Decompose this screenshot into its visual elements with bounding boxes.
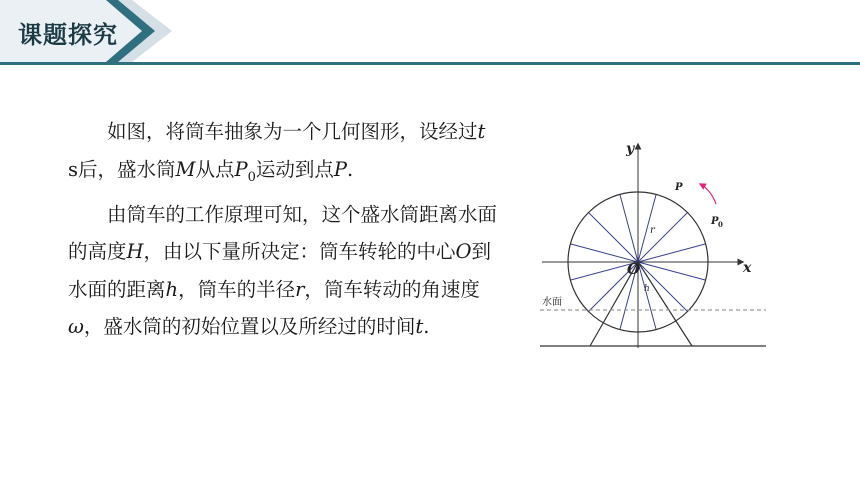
label-y: y — [626, 141, 635, 157]
var-t-2: t — [415, 315, 424, 339]
water-wheel-figure — [530, 138, 775, 353]
p1-seg-b: s后，盛水筒 — [68, 157, 176, 181]
label-x: x — [743, 260, 752, 276]
p1-seg-e: . — [347, 157, 354, 181]
var-r: r — [295, 277, 305, 301]
var-O: O — [455, 240, 472, 264]
p1-seg-d: 运动到点 — [255, 157, 334, 181]
page-title: 课题探究 — [18, 21, 118, 49]
wheel-spoke — [638, 244, 706, 262]
paragraph-2 — [68, 196, 500, 346]
paragraph-1 — [68, 113, 500, 196]
label-water-surface: 水面 — [542, 297, 562, 308]
p2-seg-f: ，盛水筒的初始位置以及所经过的时间 — [83, 315, 416, 339]
wheel-spoke — [638, 262, 656, 330]
var-P: P — [333, 157, 348, 181]
p2-seg-a: 由筒车的工作原理可知，这个盛水筒距离水面的高度 — [68, 202, 498, 264]
p1-line1: 如图，将筒车抽象为一个几何图形，设经 — [107, 120, 459, 143]
var-H: H — [126, 240, 144, 264]
wheel-spoke — [589, 213, 639, 263]
p2-seg-b: ，由以下量所决定：筒车转轮的中心 — [143, 240, 456, 264]
label-point-P0: P — [711, 216, 719, 227]
label-origin: O — [627, 260, 641, 278]
p2-seg-g: . — [423, 315, 430, 339]
p1-seg-c: 从点 — [195, 157, 235, 181]
rotation-arrow — [700, 184, 716, 204]
var-omega: ω — [68, 315, 84, 339]
label-height: h — [644, 284, 650, 294]
p2-seg-c: 到水面的距离 — [68, 240, 492, 301]
wheel-spoke — [620, 194, 638, 262]
wheel-spoke — [638, 213, 688, 263]
header-rule — [0, 62, 860, 65]
var-h: h — [165, 277, 179, 301]
var-P0: P — [234, 157, 248, 181]
var-M: M — [175, 157, 196, 181]
water-wheel-diagram — [530, 138, 775, 353]
p1-seg-a: 过 — [458, 120, 478, 143]
label-point-P0-subscript: 0 — [718, 220, 723, 229]
label-radius: r — [650, 225, 655, 236]
label-point-P: P — [675, 182, 683, 193]
var-t: t — [477, 120, 486, 143]
var-P0-subscript: 0 — [247, 169, 256, 185]
body-text — [68, 113, 500, 346]
p2-seg-d: ，筒车的半径 — [178, 277, 296, 301]
p2-seg-e: ，筒车转动的角速度 — [304, 277, 480, 301]
